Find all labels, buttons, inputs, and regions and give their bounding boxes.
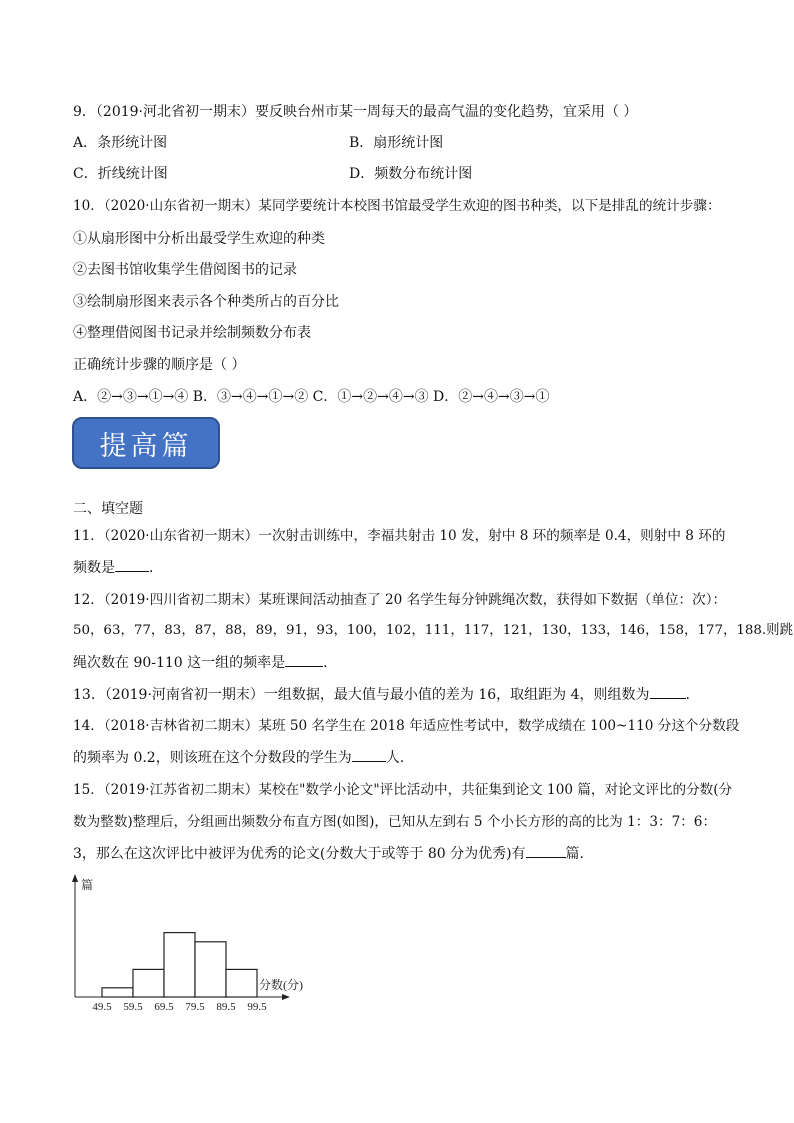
q11-line-2 — [73, 559, 153, 577]
q15-text: 3，那么在这次评比中被评为优秀的论文(分数大于或等于 80 分为优秀)有 — [73, 846, 526, 862]
q14-line-1: 14．（2018·吉林省初二期末）某班 50 名学生在 2018 年适应性考试中，数学成绩在 100~110 分这个分数段 — [73, 718, 740, 734]
frequency-histogram — [64, 872, 314, 1017]
q11-period: . — [149, 560, 154, 576]
q9-option-b: B．扇形统计图 — [349, 135, 444, 151]
q15-line-2: 数为整数)整理后，分组画出频数分布直方图(如图)，已知从左到右 5 个小长方形的高的比为 1：3：7：6： — [73, 814, 717, 830]
q10-step-3: ③绘制扇形图来表示各个种类所占的百分比 — [73, 294, 339, 310]
section-title: 二、填空题 — [73, 501, 143, 517]
section-banner: 提高篇 — [72, 417, 220, 469]
q15-line-3 — [73, 845, 584, 863]
q9-option-c: C．折线统计图 — [73, 166, 168, 182]
q10-step-4: ④整理借阅图书记录并绘制频数分布表 — [73, 325, 311, 341]
q10-options: A．②→③→①→④ B．③→④→①→② C．①→②→④→③ D．②→④→③→① — [73, 389, 550, 405]
q15-answer-blank[interactable] — [526, 845, 566, 858]
q12-line-3 — [73, 654, 328, 672]
y-axis-label: 篇 — [81, 878, 94, 892]
y-axis-arrow — [72, 874, 78, 882]
x-axis-label: 分数(分) — [259, 978, 303, 992]
x-tick-label: 49.5 — [92, 1001, 112, 1013]
q13-line — [73, 686, 690, 704]
q12-period: . — [323, 655, 328, 671]
q11-answer-blank[interactable] — [115, 559, 149, 572]
q10-step-2: ②去图书馆收集学生借阅图书的记录 — [73, 262, 297, 278]
q10-step-1: ①从扇形图中分析出最受学生欢迎的种类 — [73, 231, 325, 247]
x-axis-arrow — [282, 994, 290, 1000]
q11-text: 频数是 — [73, 560, 115, 576]
q12-text: 绳次数在 90-110 这一组的频率是 — [73, 655, 286, 671]
x-tick-label: 99.5 — [247, 1001, 267, 1013]
q13-period: . — [685, 687, 690, 703]
q10-question: 正确统计步骤的顺序是（ ） — [73, 357, 246, 373]
histogram-bar — [133, 969, 164, 997]
x-tick-label: 79.5 — [185, 1001, 205, 1013]
q12-line-2: 50，63，77，83，87，88，89，91，93，100，102，111，117，121，130，133，146，158，177，188.则跳 — [73, 623, 793, 638]
q14-unit: 人. — [385, 750, 405, 766]
histogram-bar — [164, 933, 195, 997]
q14-line-2 — [73, 749, 404, 767]
q15-line-1: 15．（2019·江苏省初二期末）某校在"数学小论文"评比活动中，共征集到论文 100 篇，对论文评比的分数(分 — [73, 782, 733, 798]
q12-line-1: 12．（2019·四川省初二期末）某班课间活动抽查了 20 名学生每分钟跳绳次数，获得如下数据（单位：次）： — [73, 592, 727, 608]
histogram-bar — [195, 942, 226, 997]
q14-text: 的频率为 0.2，则该班在这个分数段的学生为 — [73, 750, 352, 766]
q9-option-a: A．条形统计图 — [73, 135, 168, 151]
histogram-bar — [102, 988, 133, 997]
histogram-bar — [226, 969, 257, 997]
q13-text: 13．（2019·河南省初一期末）一组数据，最大值与最小值的差为 16，取组距为 4，则组数为 — [73, 687, 650, 703]
x-tick-label: 59.5 — [123, 1001, 143, 1013]
q13-answer-blank[interactable] — [650, 686, 686, 699]
x-tick-label: 89.5 — [216, 1001, 236, 1013]
q14-answer-blank[interactable] — [352, 749, 386, 762]
q12-answer-blank[interactable] — [285, 654, 323, 667]
q11-line-1: 11．（2020·山东省初一期末）一次射击训练中，李福共射击 10 发，射中 8 环的频率是 0.4，则射中 8 环的 — [73, 528, 726, 544]
q9-option-d: D．频数分布统计图 — [349, 166, 473, 182]
q9-stem: 9．（2019·河北省初一期末）要反映台州市某一周每天的最高气温的变化趋势，宜采用（ ） — [73, 104, 638, 120]
q10-stem: 10．（2020·山东省初一期末）某同学要统计本校图书馆最受学生欢迎的图书种类，以下是排乱的统计步骤： — [73, 198, 721, 214]
x-tick-label: 69.5 — [154, 1001, 174, 1013]
q15-unit: 篇. — [565, 846, 584, 862]
